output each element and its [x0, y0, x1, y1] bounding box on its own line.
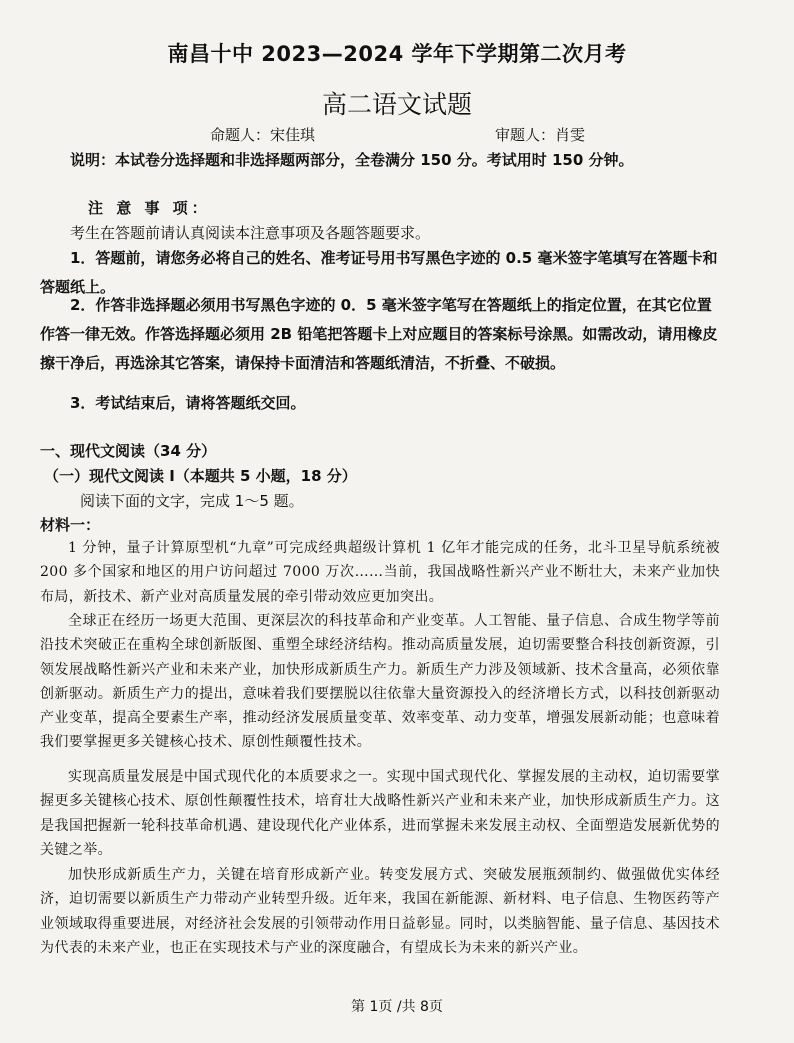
notice-item-2: 2．作答非选择题必须用书写黑色字迹的 0．5 毫米签字笔写在答题纸上的指定位置，在其它位置作答一律无效。作答选择题必须用 2B 铅笔把答题卡上对应题目的答案标号涂黑。如需改动，请用橡皮擦干净后，再选涂其它答案，请保持卡面清洁和答题纸清洁，不折叠、不破损。	[40, 296, 718, 372]
author-line	[210, 124, 630, 145]
reading-prompt: 阅读下面的文字，完成 1～5 题。	[80, 492, 304, 510]
notice-intro: 考生在答题前请认真阅读本注意事项及各题答题要求。	[70, 224, 431, 242]
exam-title: 南昌十中 2023—2024 学年下学期第二次月考	[167, 42, 627, 66]
page-footer: 第 1页 /共 8页	[351, 999, 443, 1015]
material-paragraph-2: 全球正在经历一场更大范围、更深层次的科技革命和产业变革。人工智能、量子信息、合成生物学等前沿技术突破正在重构全球创新版图、重塑全球经济结构。推动高质量发展，迫切需要整合科技创新资源，引领发展战略性新兴产业和未来产业，加快形成新质生产力。新质生产力涉及领域新、技术含量高，必须依靠创新驱动。新质生产力的提出，意味着我们要摆脱以往依靠大量资源投入的经济增长方式，以科技创新驱动产业变革，提高全要素生产率，推动经济发展质量变革、效率变革、动力变革，增强发展新动能；也意味着我们要掌握更多关键核心技术、原创性颠覆性技术。	[40, 613, 720, 751]
notice-heading: 注 意 事 项：	[88, 199, 211, 217]
author: 命题人：宋佳琪	[210, 126, 316, 144]
reviewer: 审题人：肖雯	[495, 126, 586, 144]
exam-description: 说明：本试卷分选择题和非选择题两部分，全卷满分 150 分。考试用时 150 分钟。	[70, 151, 634, 169]
material-paragraph-3: 实现高质量发展是中国式现代化的本质要求之一。实现中国式现代化、掌握发展的主动权，迫切需要掌握更多关键核心技术、原创性颠覆性技术，培育壮大战略性新兴产业和未来产业，加快形成新质生产力。这是我国把握新一轮科技革命机遇、建设现代化产业体系，进而掌握未来发展主动权、全面塑造发展新优势的关键之举。	[40, 769, 720, 858]
notice-item-3: 3．考试结束后，请将答题纸交回。	[70, 394, 306, 412]
subsection-heading: （一）现代文阅读 I（本题共 5 小题，18 分）	[44, 467, 357, 485]
material-paragraph-4: 加快形成新质生产力，关键在培育形成新产业。转变发展方式、突破发展瓶颈制约、做强做优实体经济，迫切需要以新质生产力带动产业转型升级。近年来，我国在新能源、新材料、电子信息、生物医药等产业领域取得重要进展，对经济社会发展的引领带动作用日益彰显。同时，以类脑智能、量子信息、基因技术为代表的未来产业，也正在实现技术与产业的深度融合，有望成长为未来的新兴产业。	[40, 867, 720, 956]
section-heading: 一、现代文阅读（34 分）	[40, 442, 217, 460]
material-label: 材料一：	[40, 516, 101, 534]
subject-title: 高二语文试题	[321, 90, 472, 119]
material-paragraph-1: 1 分钟，量子计算原型机“九章”可完成经典超级计算机 1 亿年才能完成的任务，北斗卫星导航系统被 200 多个国家和地区的用户访问超过 7000 万次……当前，我国战略性新兴产业不断壮大，未来产业加快布局，新技术、新产业对高质量发展的牵引带动效应更加突出。	[40, 540, 720, 605]
notice-item-1: 1．答题前，请您务必将自己的姓名、准考证号用书写黑色字迹的 0.5 毫米签字笔填写在答题卡和答题纸上。	[40, 249, 718, 296]
